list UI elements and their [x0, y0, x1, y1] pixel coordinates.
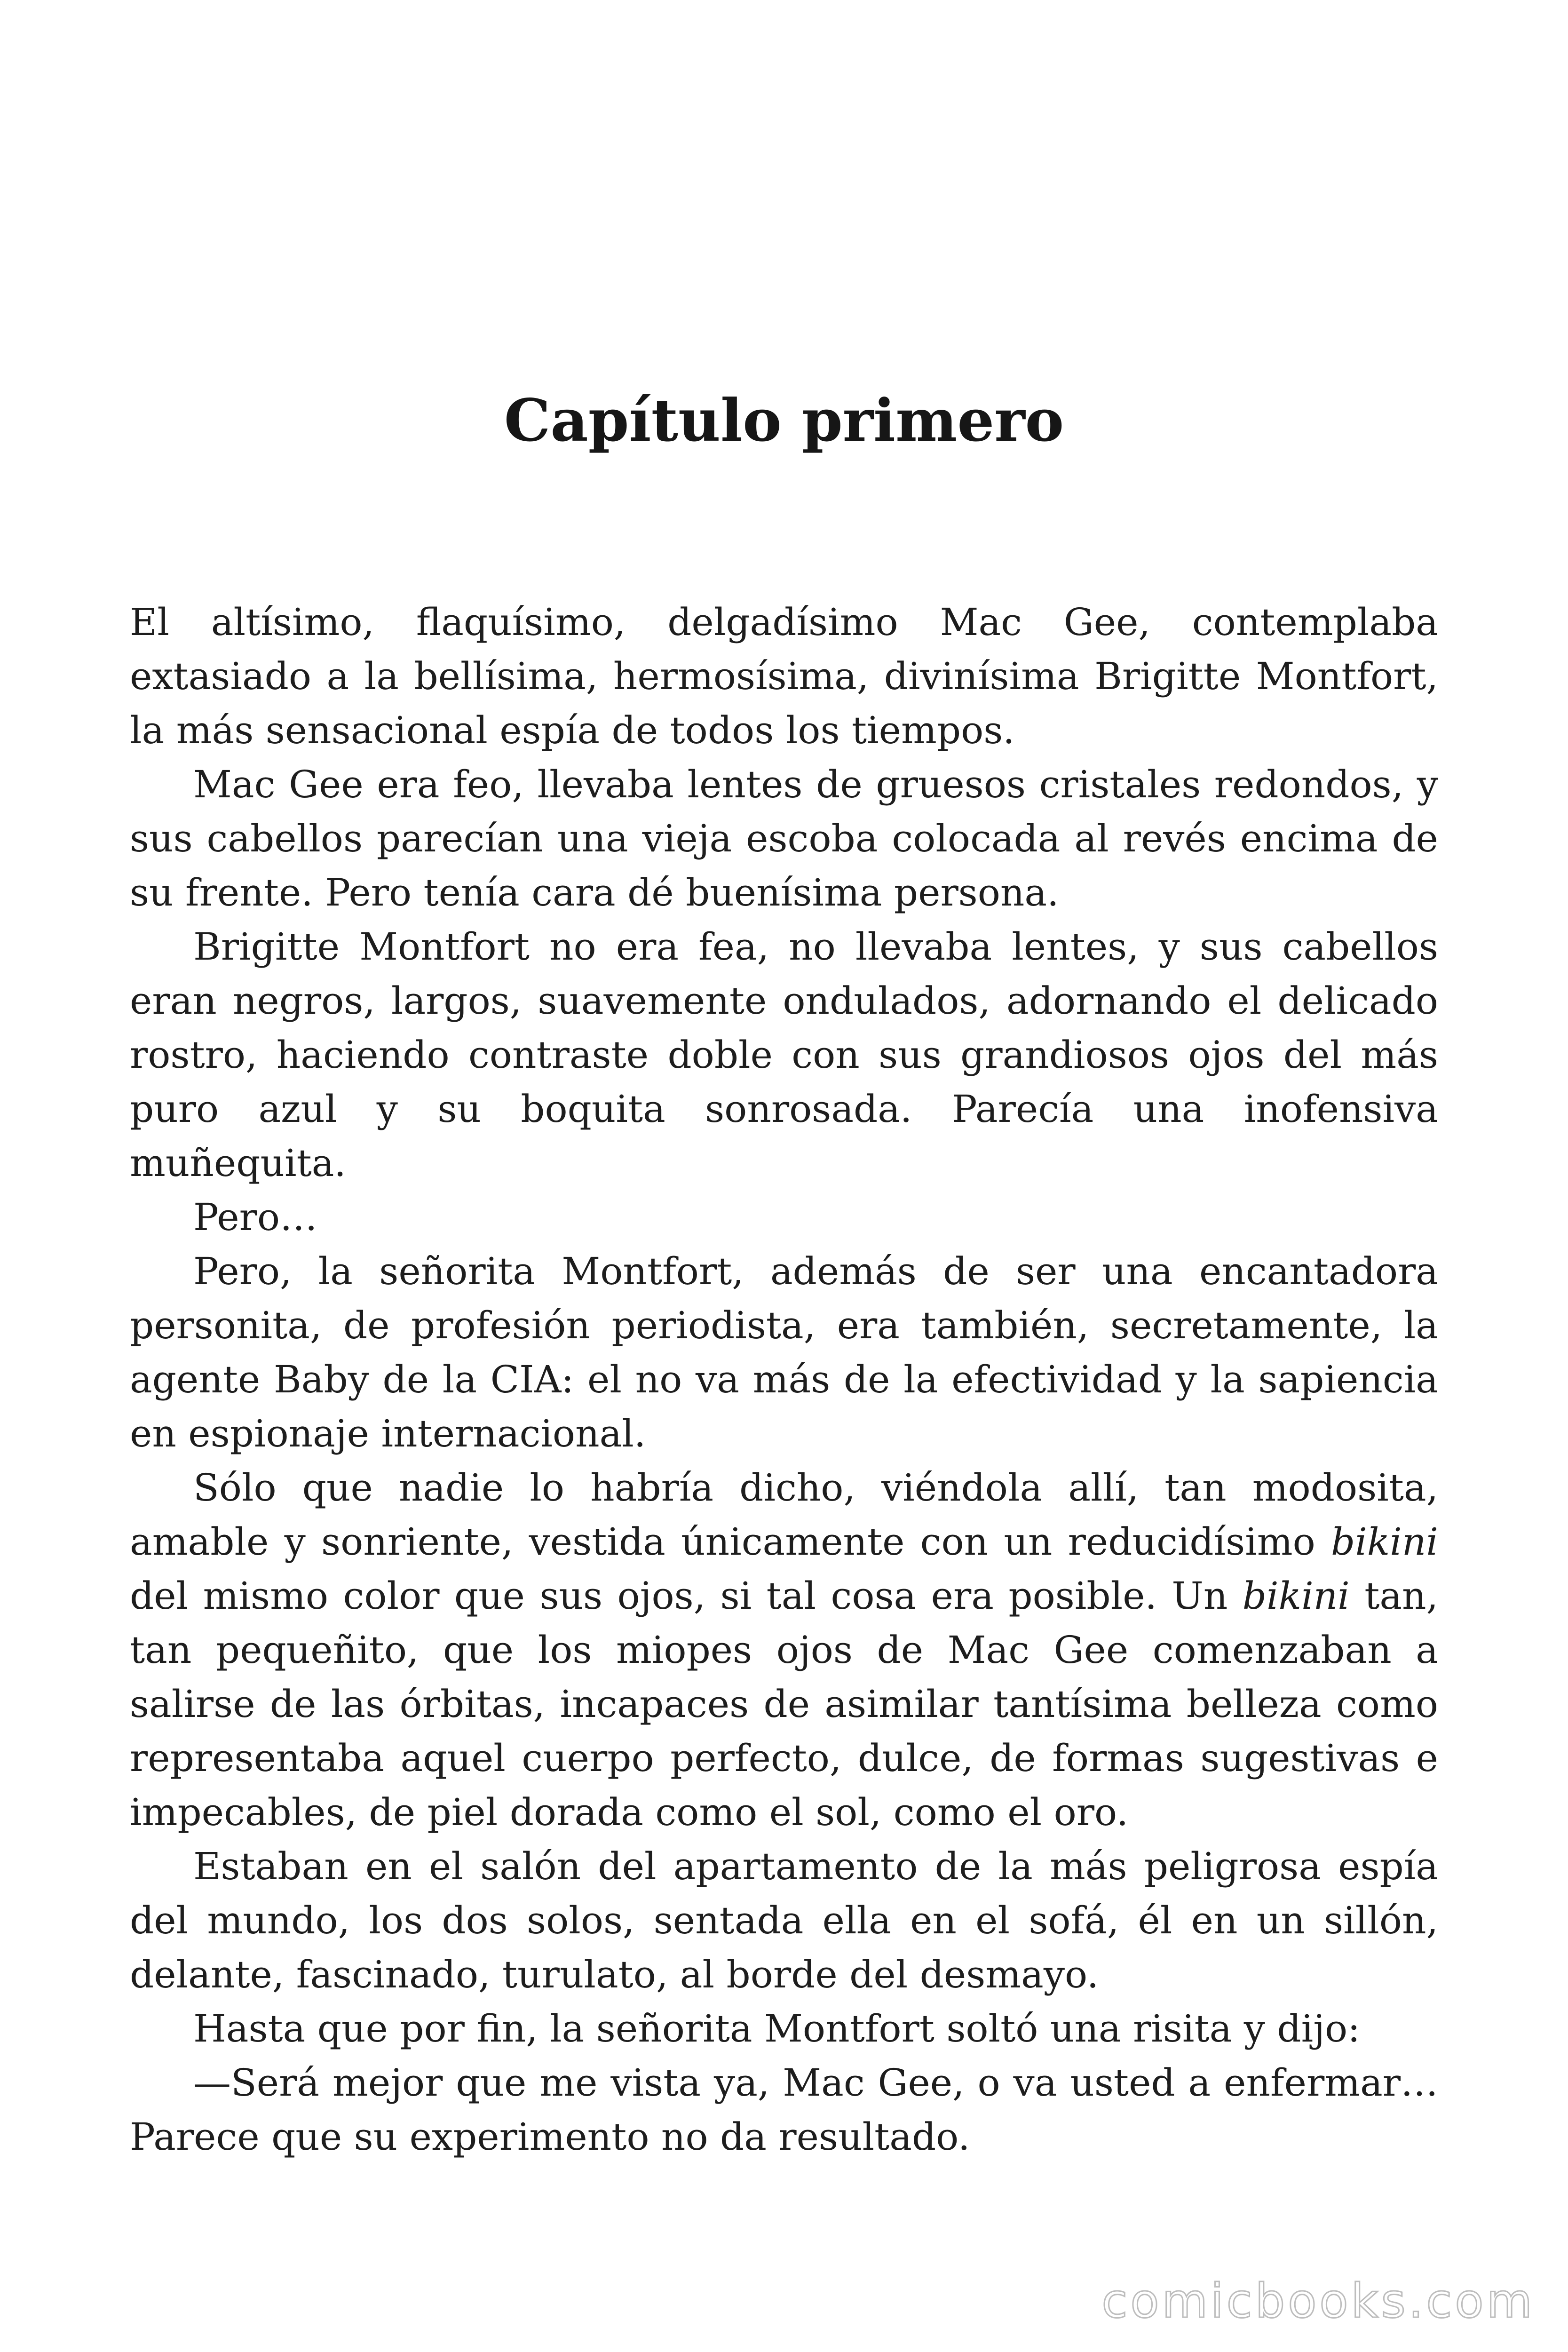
paragraph-text: Pero…: [193, 1195, 317, 1239]
italic-term: bikini: [1242, 1574, 1350, 1618]
italic-term: bikini: [1331, 1520, 1438, 1564]
paragraph-text: del mismo color que sus ojos, si tal cosa era posible. Un: [130, 1574, 1243, 1618]
paragraph-text: Hasta que por fin, la señorita Montfort soltó una risita y dijo:: [193, 2007, 1361, 2050]
paragraph-text: El altísimo, flaquísimo, delgadísimo Mac Gee, contemplaba extasiado a la bellísima, hermosísima, divinísima Brigitte Montfort, la más sensacional espía de todos los tiempos.: [130, 600, 1438, 752]
paragraph-text: —Será mejor que me vista ya, Mac Gee, o va usted a enfermar… Parece que su experimento no da resultado.: [130, 2061, 1438, 2159]
chapter-body: [130, 595, 1438, 2164]
paragraph: [130, 920, 1438, 1190]
paragraph-text: tan, tan pequeñito, que los miopes ojos de Mac Gee comenzaban a salirse de las órbitas, incapaces de asimilar tantísima belleza como representaba aquel cuerpo perfecto, dulce, de formas sugestivas e impecables, de piel dorada como el sol, como el oro.: [130, 1574, 1438, 1834]
paragraph-text: Sólo que nadie lo habría dicho, viéndola allí, tan modosita, amable y sonriente, vestida únicamente con un reducidísimo: [130, 1466, 1438, 1564]
paragraph: [130, 1190, 1438, 1244]
paragraph: [130, 595, 1438, 757]
paragraph: [130, 1461, 1438, 1839]
paragraph-text: Mac Gee era feo, llevaba lentes de gruesos cristales redondos, y sus cabellos parecían una vieja escoba colocada al revés encima de su frente. Pero tenía cara dé buenísima persona.: [130, 763, 1438, 914]
paragraph: [130, 757, 1438, 920]
watermark: comicbooks.com: [1101, 2273, 1535, 2328]
chapter-title: Capítulo primero: [504, 387, 1064, 455]
paragraph-text: Brigitte Montfort no era fea, no llevaba lentes, y sus cabellos eran negros, largos, suavemente ondulados, adornando el delicado rostro, haciendo contraste doble con sus grandiosos ojos del más puro azul y su boquita sonrosada. Parecía una inofensiva muñequita.: [130, 925, 1438, 1185]
paragraph: [130, 1244, 1438, 1461]
paragraph: [130, 2056, 1438, 2164]
paragraph-text: Estaban en el salón del apartamento de la más peligrosa espía del mundo, los dos solos, sentada ella en el sofá, él en un sillón, delante, fascinado, turulato, al borde del desmayo.: [130, 1844, 1438, 1996]
paragraph: [130, 2002, 1438, 2056]
paragraph: [130, 1839, 1438, 2002]
paragraph-text: Pero, la señorita Montfort, además de ser una encantadora personita, de profesión periodista, era también, secretamente, la agente Baby de la CIA: el no va más de la efectividad y la sapiencia en espionaje internacional.: [130, 1249, 1438, 1455]
